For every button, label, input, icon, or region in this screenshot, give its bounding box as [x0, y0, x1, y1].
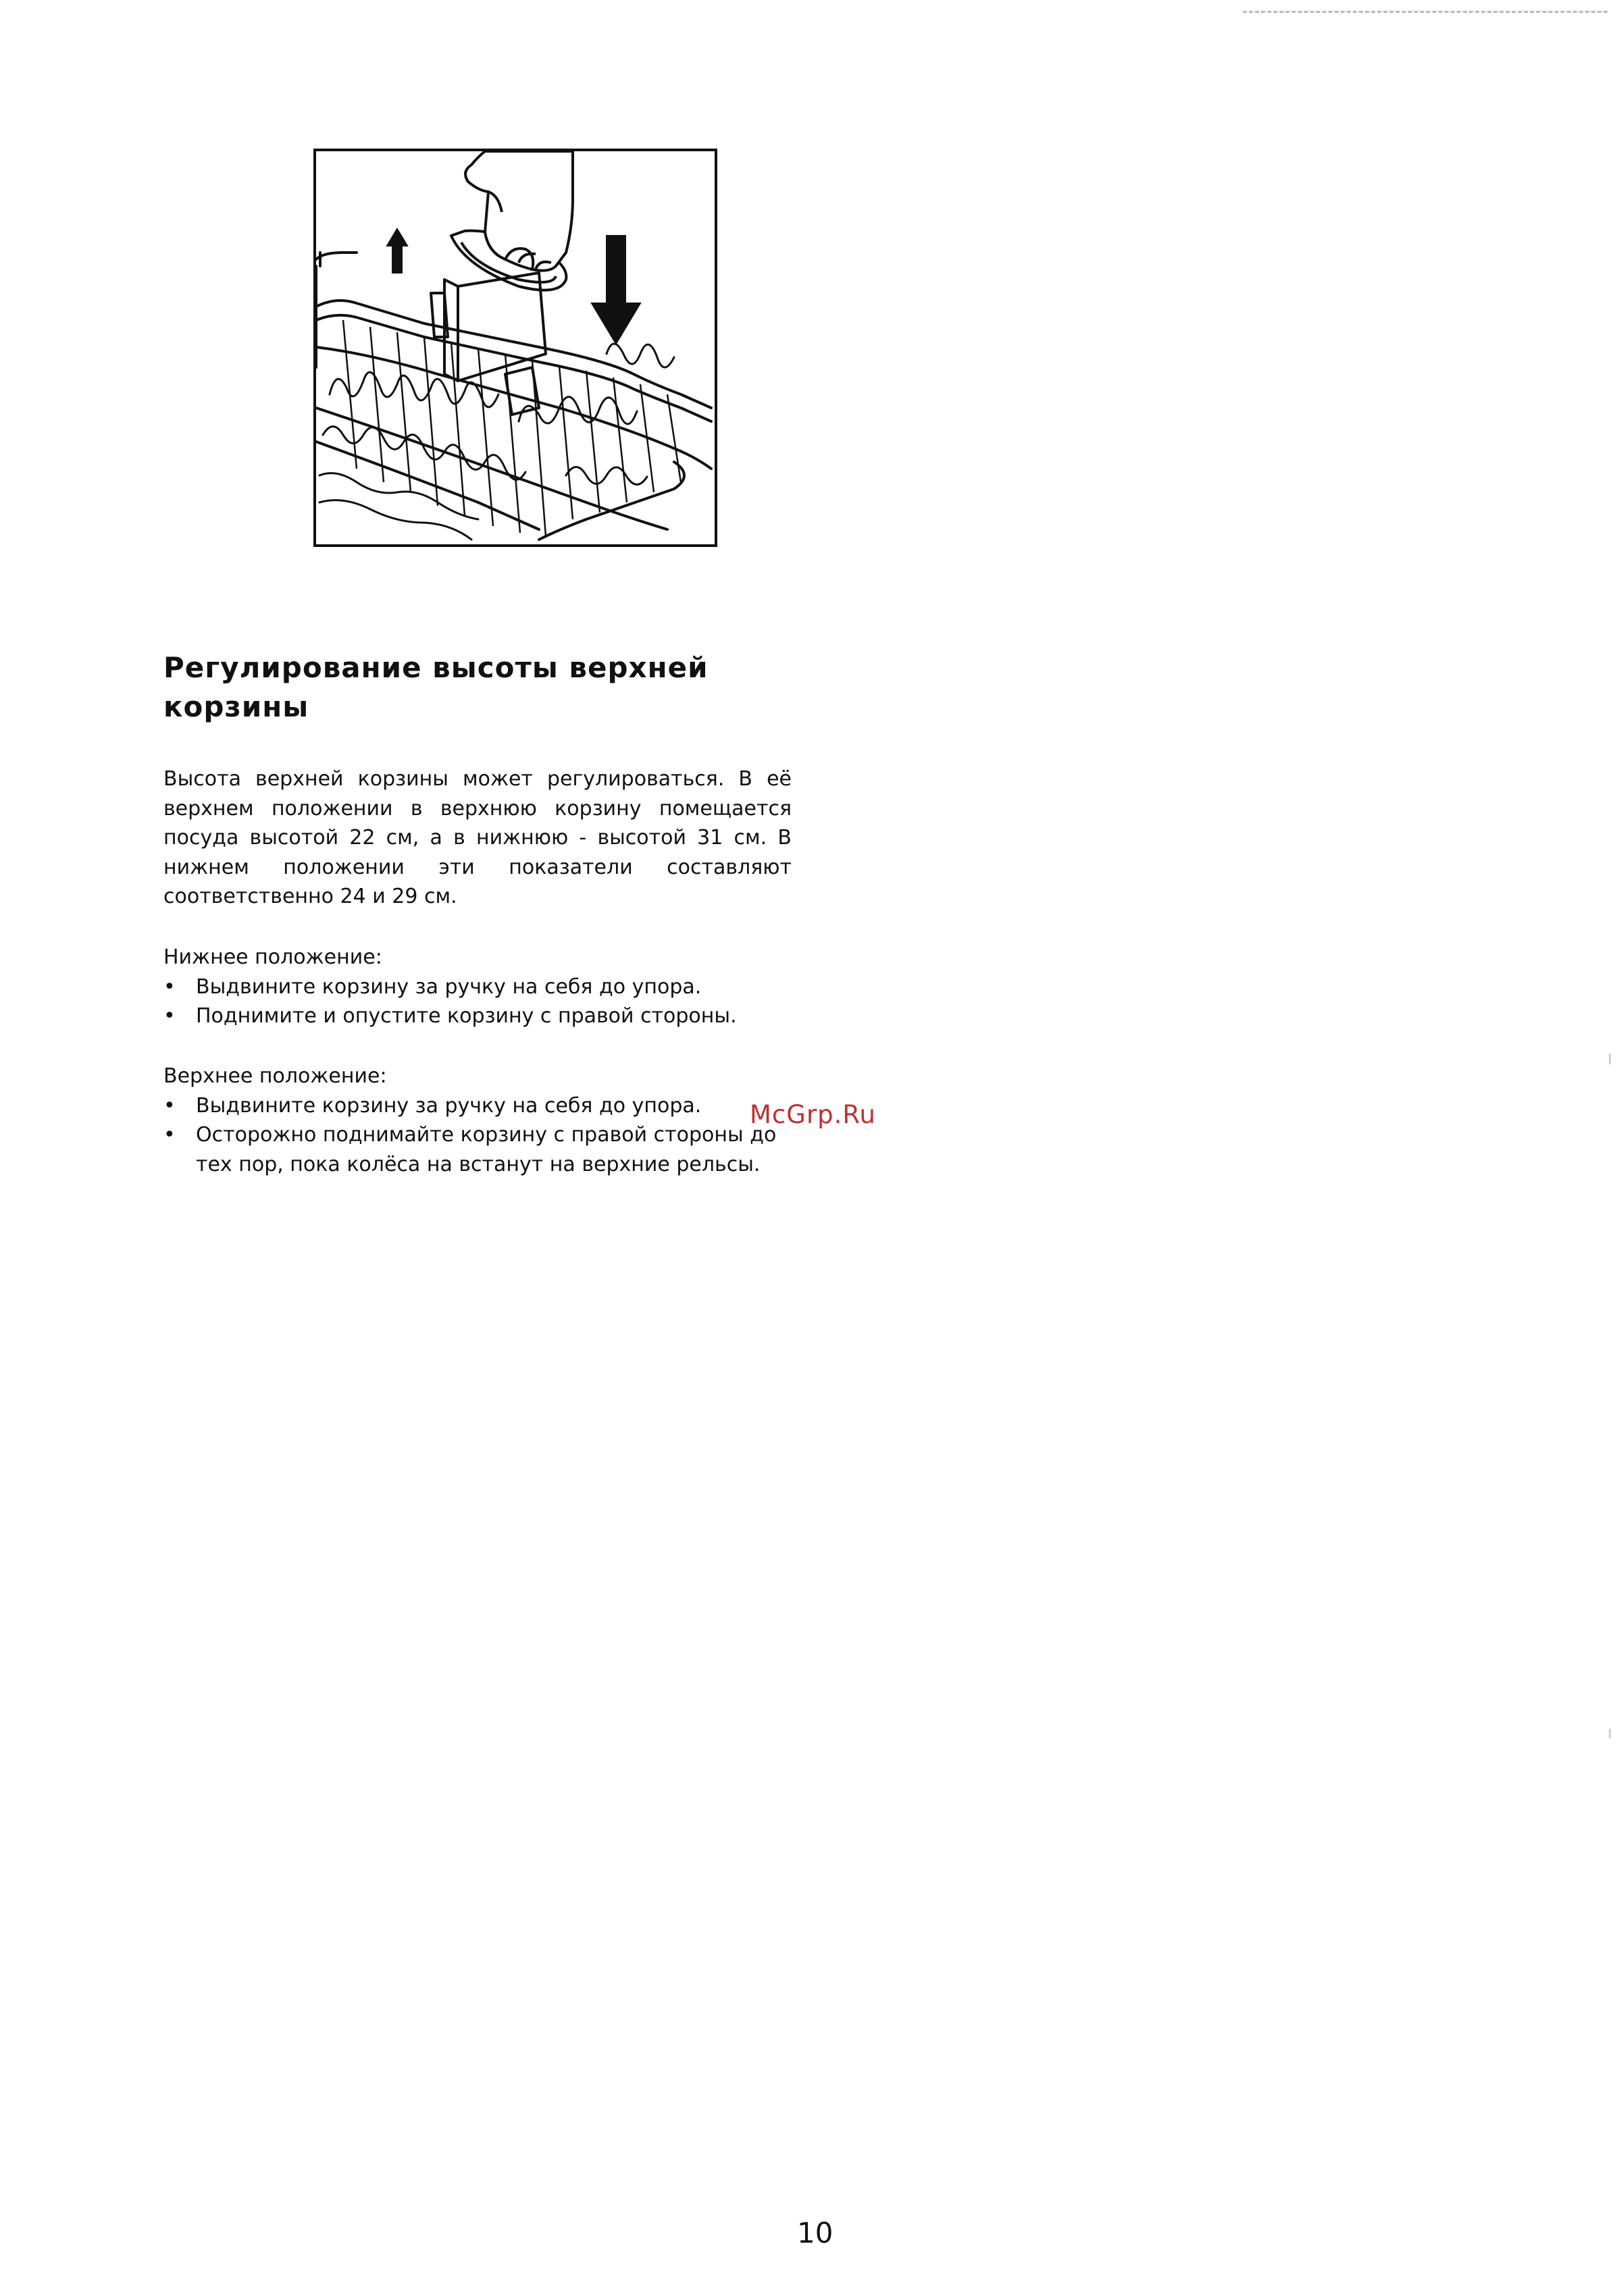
scan-artifact-speck — [1609, 1053, 1611, 1064]
lower-position-steps — [163, 972, 792, 1031]
list-item — [163, 1001, 792, 1031]
section-title: Регулирование высоты верхней корзины — [163, 651, 709, 723]
upper-position-label: Верхнее положение: — [163, 1064, 387, 1088]
bullet-icon: • — [163, 1123, 176, 1147]
basket-drawing — [316, 151, 715, 544]
bullet-icon: • — [163, 1004, 176, 1028]
hand-icon — [465, 151, 573, 271]
arrow-up-icon — [387, 229, 407, 273]
list-item — [163, 972, 792, 1002]
bullet-icon: • — [163, 974, 176, 999]
upper-position-block — [163, 1062, 792, 1179]
scan-artifact-speck — [1609, 1729, 1611, 1738]
scan-artifact-line — [1243, 11, 1608, 16]
watermark: McGrp.Ru — [750, 1100, 876, 1129]
intro-paragraph: Высота верхней корзины может регулироваться. В её верхнем положении в верхнюю корзину помещается посуда высотой 22 см, а в нижнюю - высотой 31 см. В нижнем положении эти показатели составляют соответственно 24 и 29 см. — [163, 767, 792, 908]
basket-top-rail-inner — [316, 315, 711, 421]
step-text: Поднимите и опустите корзину с правой стороны. — [196, 1004, 737, 1028]
upper-position-steps — [163, 1091, 792, 1180]
lower-position-block — [163, 943, 792, 1031]
page-number: 10 — [797, 2216, 833, 2249]
step-text: Выдвините корзину за ручку на себя до упора. — [196, 974, 702, 999]
basket-height-illustration — [313, 149, 717, 547]
step-text: Выдвините корзину за ручку на себя до упора. — [196, 1093, 702, 1118]
bullet-icon: • — [163, 1093, 176, 1118]
arrow-down-icon — [592, 236, 640, 344]
list-item — [163, 1091, 792, 1121]
step-text: Осторожно поднимайте корзину с правой стороны до тех пор, пока колёса на встанут на верхние рельсы. — [196, 1123, 777, 1176]
basket-back-wall — [316, 253, 357, 259]
lower-position-label: Нижнее положение: — [163, 945, 382, 969]
list-item — [163, 1120, 783, 1179]
